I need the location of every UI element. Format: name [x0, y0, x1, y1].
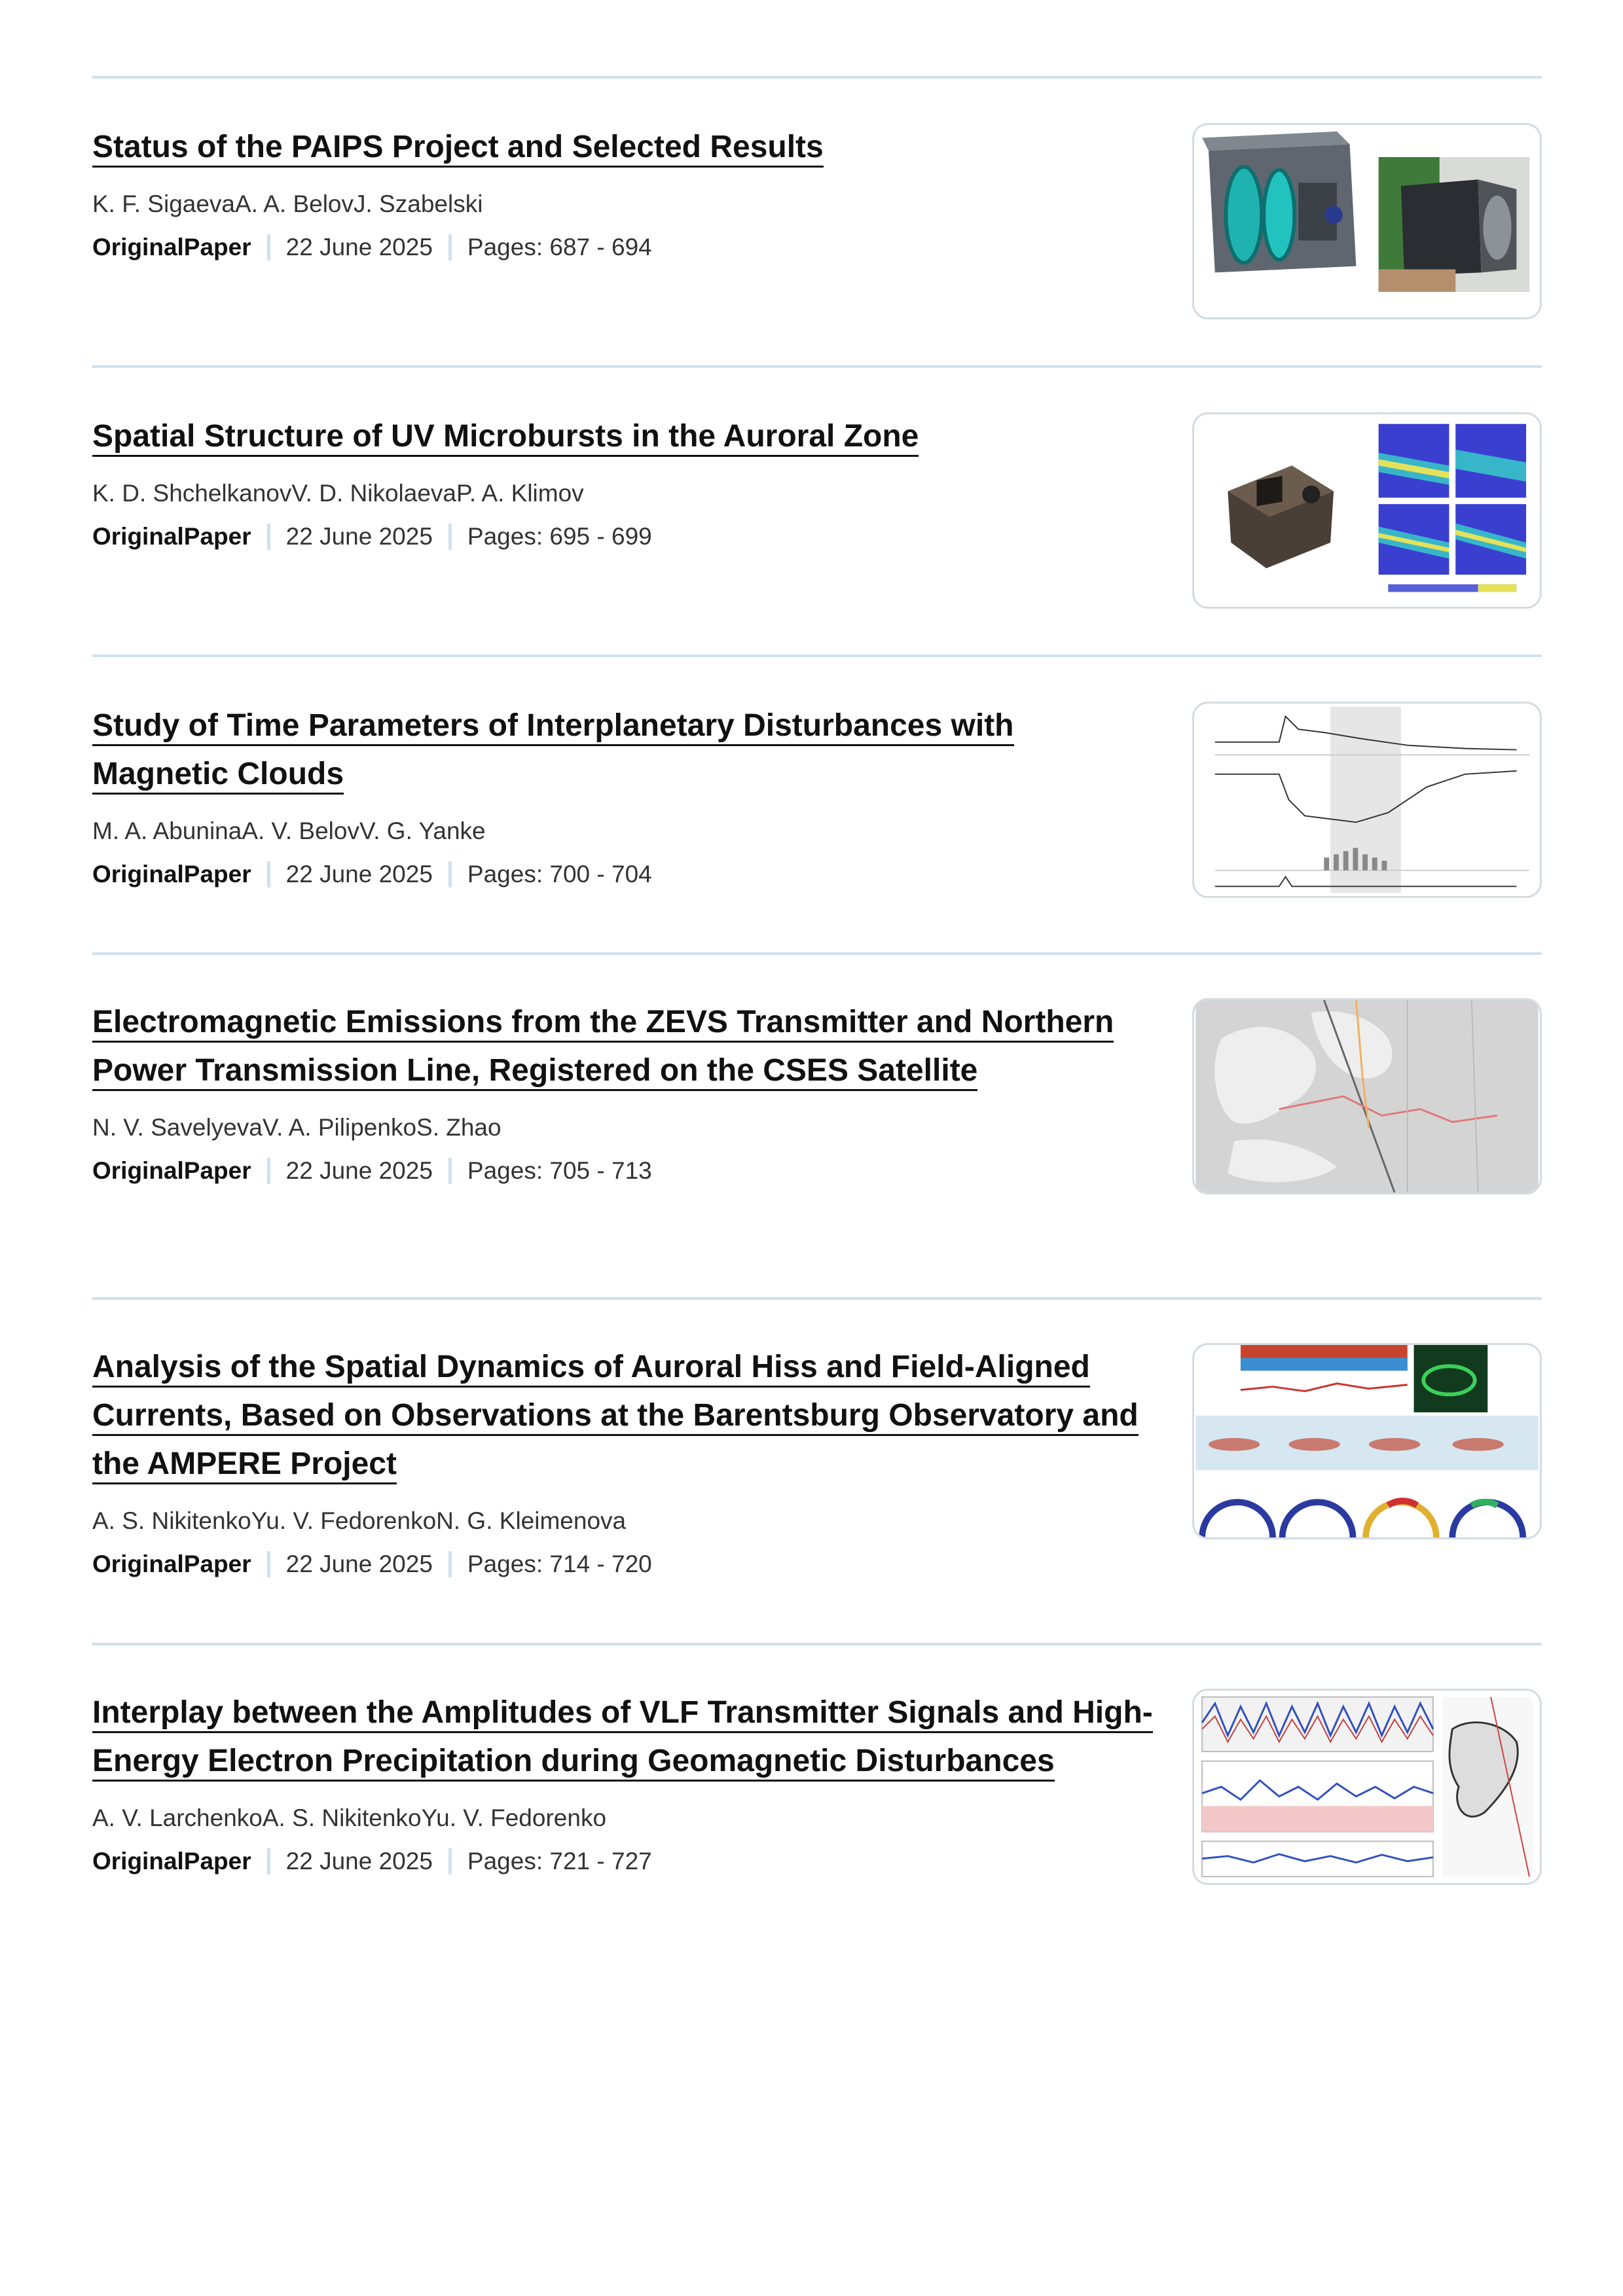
article-title-link[interactable]: Spatial Structure of UV Microbursts in the Auroral Zone — [92, 412, 1153, 461]
article-title-link[interactable]: Interplay between the Amplitudes of VLF Transmitter Signals and High-Energy Electron Precipitation during Geomagnetic Disturbances — [92, 1689, 1153, 1785]
article-pages: Pages: 695 - 699 — [467, 523, 652, 550]
article-date: 22 June 2025 — [285, 1551, 433, 1577]
article-authors: A. V. LarchenkoA. S. NikitenkoYu. V. Fedorenko — [92, 1804, 607, 1831]
meta-separator — [448, 1551, 452, 1577]
article-pages: Pages: 687 - 694 — [467, 234, 652, 260]
article-date: 22 June 2025 — [285, 861, 433, 888]
polar-plots-icon[interactable] — [1192, 1343, 1542, 1539]
article-type: OriginalPaper — [92, 1551, 251, 1577]
article-authors: K. F. SigaevaA. A. BelovJ. Szabelski — [92, 190, 483, 217]
article-title-link[interactable]: Study of Time Parameters of Interplanetary Disturbances with Magnetic Clouds — [92, 702, 1153, 798]
article-type: OriginalPaper — [92, 1157, 251, 1184]
instrument-spectrogram-icon[interactable] — [1192, 412, 1542, 609]
article-title-link[interactable]: Electromagnetic Emissions from the ZEVS Transmitter and Northern Power Transmission Line, Registered on the CSES Satellite — [92, 998, 1153, 1095]
article-type: OriginalPaper — [92, 234, 251, 260]
meta-separator — [448, 1158, 452, 1184]
divider — [92, 655, 1542, 657]
map-icon[interactable] — [1192, 998, 1542, 1194]
vlf-signal-plot-icon[interactable] — [1192, 1689, 1542, 1885]
article-pages: Pages: 714 - 720 — [467, 1551, 652, 1577]
article-authors: A. S. NikitenkoYu. V. FedorenkoN. G. Kleimenova — [92, 1507, 627, 1534]
article-date: 22 June 2025 — [285, 1157, 433, 1184]
detector-photo-icon[interactable] — [1192, 123, 1542, 319]
article-pages: Pages: 700 - 704 — [467, 861, 652, 888]
meta-separator — [448, 1848, 452, 1874]
article-pages: Pages: 705 - 713 — [467, 1157, 652, 1184]
article-type: OriginalPaper — [92, 1848, 251, 1874]
article-authors: N. V. SavelyevaV. A. PilipenkoS. Zhao — [92, 1114, 501, 1141]
divider — [92, 1297, 1542, 1300]
divider — [92, 76, 1542, 79]
meta-separator — [267, 1551, 270, 1577]
article-date: 22 June 2025 — [285, 234, 433, 260]
article-title-link[interactable]: Status of the PAIPS Project and Selected Results — [92, 123, 1153, 171]
article-date: 22 June 2025 — [285, 1848, 433, 1874]
article-pages: Pages: 721 - 727 — [467, 1848, 652, 1874]
divider — [92, 1643, 1542, 1645]
time-series-plot-icon[interactable] — [1192, 702, 1542, 898]
meta-separator — [448, 234, 452, 260]
article-type: OriginalPaper — [92, 523, 251, 550]
article-meta — [92, 1550, 1542, 1579]
divider — [92, 365, 1542, 368]
article-item — [92, 123, 1542, 262]
meta-separator — [448, 524, 452, 550]
meta-separator — [267, 234, 270, 260]
divider — [92, 952, 1542, 955]
meta-separator — [448, 861, 452, 888]
article-title-link[interactable]: Analysis of the Spatial Dynamics of Auroral Hiss and Field-Aligned Currents, Based on Observations at the Barentsburg Observatory and the AMPERE Project — [92, 1343, 1153, 1488]
article-authors: K. D. ShchelkanovV. D. NikolaevaP. A. Klimov — [92, 480, 584, 507]
meta-separator — [267, 1158, 270, 1184]
meta-separator — [267, 861, 270, 888]
article-authors: M. A. AbuninaA. V. BelovV. G. Yanke — [92, 817, 486, 844]
article-item — [92, 412, 1542, 551]
article-item — [92, 1343, 1542, 1579]
meta-separator — [267, 1848, 270, 1874]
article-date: 22 June 2025 — [285, 523, 433, 550]
article-item — [92, 1689, 1542, 1876]
article-type: OriginalPaper — [92, 861, 251, 888]
article-item — [92, 998, 1542, 1185]
meta-separator — [267, 524, 270, 550]
article-item — [92, 702, 1542, 889]
